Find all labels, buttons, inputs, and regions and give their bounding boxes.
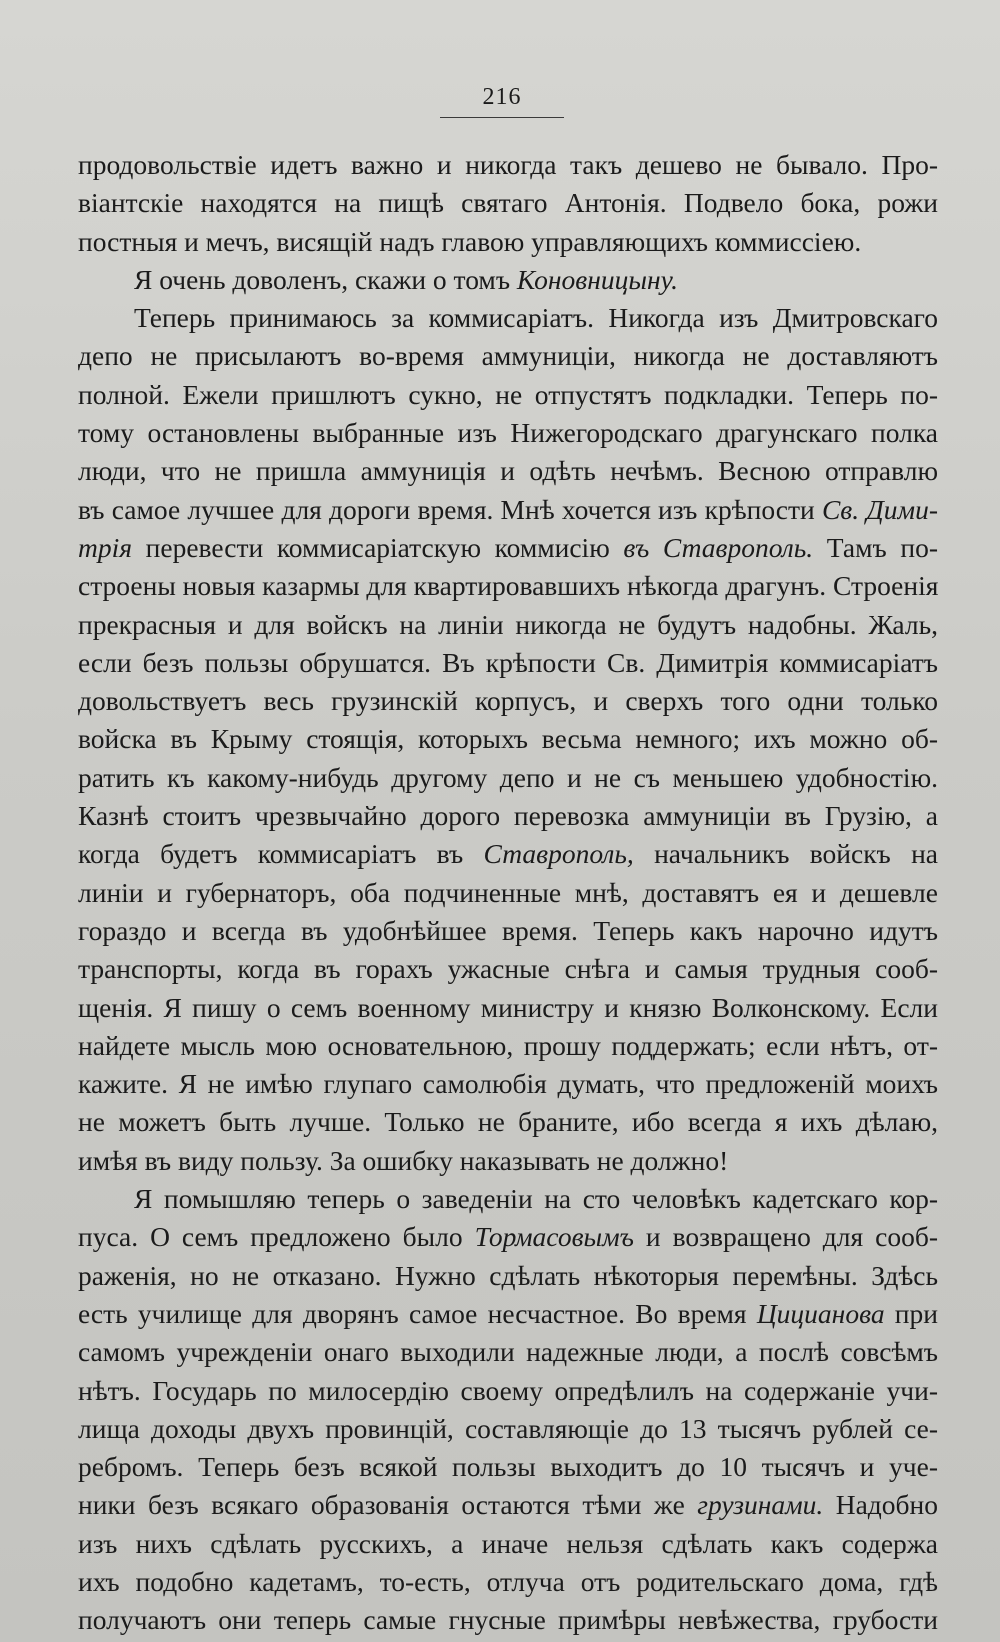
text-line (78, 1180, 938, 1218)
text-run: изъ нихъ сдѣлать русскихъ, а иначе нельзя сдѣлать какъ содержа (78, 1527, 938, 1559)
text-run: пуса. О семъ предложено было (78, 1221, 475, 1253)
text-run: віантскіе находятся на пищѣ святаго Антонія. Подвело бока, рожи (78, 187, 938, 219)
italic-text: Св. Дими- (821, 493, 938, 525)
text-line (78, 376, 938, 414)
text-line (78, 989, 938, 1027)
text-run: кажите. Я не имѣю глупаго самолюбія думать, что предложеній моихъ (78, 1068, 938, 1100)
text-line (78, 414, 938, 452)
text-line (78, 950, 938, 988)
text-run: Надобно (823, 1489, 938, 1521)
text-line (78, 606, 938, 644)
text-run: ребромъ. Теперь безъ всякой пользы выходитъ до 10 тысячъ и уче- (78, 1451, 938, 1483)
text-run: перевести коммисаріатскую коммисію (132, 531, 624, 563)
italic-text: Коновницыну. (516, 263, 678, 295)
text-run: получаютъ они теперь самые гнусные примѣры невѣжества, грубости (78, 1604, 938, 1636)
text-run: Я очень доволенъ, скажи о томъ (134, 263, 517, 295)
text-run: транспорты, когда въ горахъ ужасные снѣга и самыя трудныя сооб- (78, 953, 938, 985)
text-line (78, 797, 938, 835)
page-text (78, 146, 938, 1640)
text-run: войска въ Крыму стоящія, которыхъ весьма немного; ихъ можно об- (78, 723, 938, 755)
text-run: начальникъ войскъ на (633, 838, 938, 870)
text-run: въ самое лучшее для дороги время. Мнѣ хочется изъ крѣпости (78, 493, 822, 525)
text-run: Теперь принимаюсь за коммисаріатъ. Никогда изъ Дмитровскаго (134, 302, 938, 334)
text-run: линіи и губернаторъ, оба подчиненные мнѣ, доставятъ ея и дешевле (78, 876, 938, 908)
text-line (78, 452, 938, 490)
text-line (78, 720, 938, 758)
text-line (78, 1563, 938, 1601)
text-line (78, 223, 938, 261)
text-run: продовольствіе идетъ важно и никогда такъ дешево не бывало. Про- (78, 149, 938, 180)
italic-text: Ставрополь, (483, 838, 634, 870)
text-run: щенія. Я пишу о семъ военному министру и князю Волконскому. Если (78, 991, 938, 1023)
text-run: есть училище для дворянъ самое несчастное. Во время (78, 1297, 757, 1329)
text-run: люди, что не пришла аммуниція и одѣть нечѣмъ. Весною отправлю (78, 455, 938, 487)
text-line (78, 567, 938, 605)
text-run: гораздо и всегда въ удобнѣйшее время. Теперь какъ нарочно идутъ (78, 914, 938, 946)
text-run: Я помышляю теперь о заведеніи на сто человѣкъ кадетскаго кор- (134, 1183, 938, 1215)
text-line (78, 491, 938, 529)
text-line (78, 1372, 938, 1410)
text-run: депо не присылаютъ во-время аммуниціи, никогда не доставляютъ (78, 340, 938, 372)
text-line (78, 184, 938, 222)
text-line (78, 1333, 938, 1371)
text-line (78, 1486, 938, 1524)
text-run: полной. Ежели пришлютъ сукно, не отпустятъ подкладки. Теперь по- (78, 378, 938, 410)
text-run: Казнѣ стоитъ чрезвычайно дорого перевозка аммуниціи въ Грузію, а (78, 800, 938, 832)
text-run: раженія, но не отказано. Нужно сдѣлать нѣкоторыя перемѣны. Здѣсь (78, 1259, 938, 1291)
text-run: постныя и мечъ, висящій надъ главою управляющихъ коммиссіею. (78, 225, 862, 257)
italic-text: грузинами. (697, 1489, 824, 1521)
text-line (78, 1027, 938, 1065)
text-line (78, 644, 938, 682)
text-line (78, 299, 938, 337)
text-run: тому остановлены выбранные изъ Нижегородскаго драгунскаго полка (78, 417, 938, 449)
text-run: не можетъ быть лучше. Только не браните, ибо всегда я ихъ дѣлаю, (78, 1106, 938, 1138)
text-run: и возвращено для сооб- (633, 1221, 938, 1253)
text-run: ники безъ всякаго образованія остаются тѣми же (78, 1489, 698, 1521)
text-line (78, 1601, 938, 1639)
text-run: когда будетъ коммисаріатъ въ (78, 838, 484, 870)
text-line (78, 1257, 938, 1295)
text-run: строены новыя казармы для квартировавшихъ нѣкогда драгунъ. Строенія (78, 570, 938, 602)
text-line (78, 835, 938, 873)
text-run: ихъ подобно кадетамъ, то-есть, отлуча отъ родительскаго дома, гдѣ (78, 1565, 938, 1597)
text-line (78, 874, 938, 912)
text-line (78, 261, 938, 299)
text-line (78, 1103, 938, 1141)
text-line (78, 759, 938, 797)
italic-text: трія (78, 531, 133, 563)
text-run: лища доходы двухъ провинцій, составляющіе до 13 тысячъ рублей се- (78, 1412, 938, 1444)
text-line (78, 1448, 938, 1486)
text-line (78, 337, 938, 375)
text-line (78, 1295, 938, 1333)
text-run: при (884, 1297, 938, 1329)
text-line (78, 1525, 938, 1563)
text-run: имѣя въ виду пользу. За ошибку наказывать не должно! (78, 1144, 729, 1176)
text-run: найдете мысль мою основательною, прошу поддержать; если нѣтъ, от- (78, 1029, 938, 1061)
text-run: если безъ пользы обрушатся. Въ крѣпости Св. Димитрія коммисаріатъ (78, 646, 938, 678)
text-run: Тамъ по- (813, 531, 938, 563)
text-line (78, 1218, 938, 1256)
text-line (78, 1410, 938, 1448)
text-run: самомъ учрежденіи онаго выходили надежные люди, а послѣ совсѣмъ (78, 1336, 938, 1368)
text-line (78, 529, 938, 567)
text-line (78, 1065, 938, 1103)
text-run: нѣтъ. Государь по милосердію своему опредѣлилъ на содержаніе учи- (78, 1374, 938, 1406)
italic-text: Цицианова (756, 1297, 885, 1329)
text-line (78, 912, 938, 950)
italic-text: Тормасовымъ (474, 1221, 634, 1253)
italic-text: въ Ставрополь. (623, 531, 814, 563)
text-line (78, 1142, 938, 1180)
text-run: прекрасныя и для войскъ на линіи никогда не будутъ надобны. Жаль, (78, 608, 938, 640)
text-run: довольствуетъ весь грузинскій корпусъ, и сверхъ того одни только (78, 685, 938, 717)
page-number: 216 (440, 84, 564, 118)
text-run: ратить къ какому-нибудь другому депо и не съ меньшею удобностію. (78, 761, 938, 793)
text-line (78, 146, 938, 184)
text-line (78, 682, 938, 720)
